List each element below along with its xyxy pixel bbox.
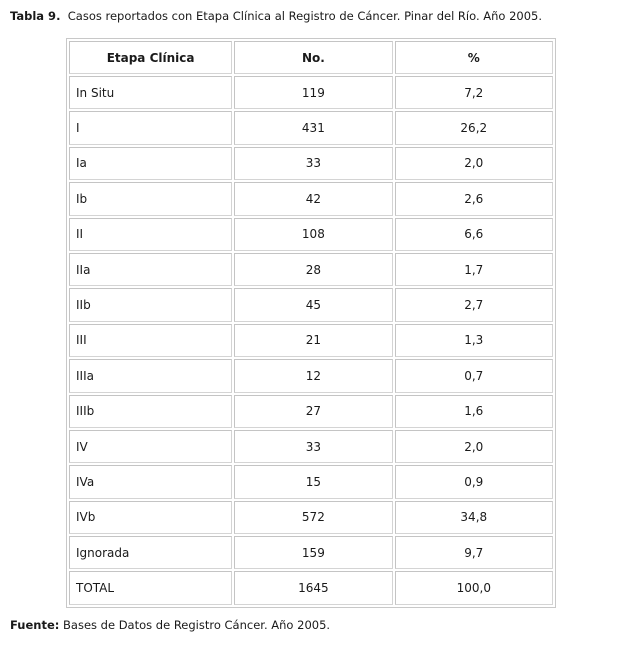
data-table [67, 39, 555, 607]
table-row [69, 182, 553, 215]
cell-etapa: IVb [69, 501, 232, 534]
cell-etapa: IIIa [69, 359, 232, 392]
cell-numero: 108 [234, 218, 392, 251]
table-row [69, 253, 553, 286]
cell-etapa: Ignorada [69, 536, 232, 569]
data-table-frame [66, 38, 556, 608]
cell-numero: 431 [234, 111, 392, 144]
cell-porcentaje: 100,0 [395, 571, 553, 605]
cell-porcentaje: 0,9 [395, 465, 553, 498]
table-row [69, 147, 553, 180]
table-caption [10, 9, 542, 23]
caption-text: Casos reportados con Etapa Clínica al Registro de Cáncer. Pinar del Río. Año 2005. [67, 9, 543, 23]
table-row [69, 395, 553, 428]
cell-numero: 12 [234, 359, 392, 392]
cell-etapa: IVa [69, 465, 232, 498]
cell-porcentaje: 2,0 [395, 430, 553, 463]
source-text: Bases de Datos de Registro Cáncer. Año 2005. [63, 618, 331, 632]
table-header-row [69, 41, 553, 74]
source-note [10, 618, 330, 632]
cell-porcentaje: 7,2 [395, 76, 553, 109]
cell-porcentaje: 0,7 [395, 359, 553, 392]
cell-numero: 572 [234, 501, 392, 534]
cell-etapa: IIb [69, 288, 232, 321]
cell-etapa: Ia [69, 147, 232, 180]
cell-porcentaje: 9,7 [395, 536, 553, 569]
table-row [69, 76, 553, 109]
cell-porcentaje: 2,0 [395, 147, 553, 180]
caption-label: Tabla 9 [10, 9, 57, 23]
cell-etapa: I [69, 111, 232, 144]
cell-etapa: In Situ [69, 76, 232, 109]
table-row [69, 359, 553, 392]
source-label: Fuente: [10, 618, 60, 632]
cell-numero: 33 [234, 147, 392, 180]
table-row [69, 571, 553, 605]
table-body [69, 76, 553, 605]
cell-numero: 21 [234, 324, 392, 357]
cell-porcentaje: 2,6 [395, 182, 553, 215]
cell-porcentaje: 26,2 [395, 111, 553, 144]
table-row [69, 430, 553, 463]
cell-etapa: IV [69, 430, 232, 463]
cell-etapa: II [69, 218, 232, 251]
cell-porcentaje: 2,7 [395, 288, 553, 321]
cell-porcentaje: 34,8 [395, 501, 553, 534]
table-row [69, 501, 553, 534]
cell-etapa: IIa [69, 253, 232, 286]
cell-porcentaje: 1,3 [395, 324, 553, 357]
cell-numero: 27 [234, 395, 392, 428]
table-row [69, 111, 553, 144]
cell-etapa: IIIb [69, 395, 232, 428]
table-row [69, 218, 553, 251]
cell-numero: 15 [234, 465, 392, 498]
header-numero: No. [234, 41, 392, 74]
cell-numero: 1645 [234, 571, 392, 605]
cell-porcentaje: 1,7 [395, 253, 553, 286]
cell-porcentaje: 1,6 [395, 395, 553, 428]
cell-etapa: Ib [69, 182, 232, 215]
cell-porcentaje: 6,6 [395, 218, 553, 251]
table-row [69, 465, 553, 498]
caption-separator: . [56, 9, 61, 23]
cell-etapa: III [69, 324, 232, 357]
table-row [69, 288, 553, 321]
header-etapa: Etapa Clínica [69, 41, 232, 74]
cell-numero: 159 [234, 536, 392, 569]
table-row [69, 536, 553, 569]
table-row [69, 324, 553, 357]
cell-numero: 42 [234, 182, 392, 215]
cell-etapa: TOTAL [69, 571, 232, 605]
cell-numero: 45 [234, 288, 392, 321]
cell-numero: 28 [234, 253, 392, 286]
cell-numero: 33 [234, 430, 392, 463]
header-porcentaje: % [395, 41, 553, 74]
cell-numero: 119 [234, 76, 392, 109]
